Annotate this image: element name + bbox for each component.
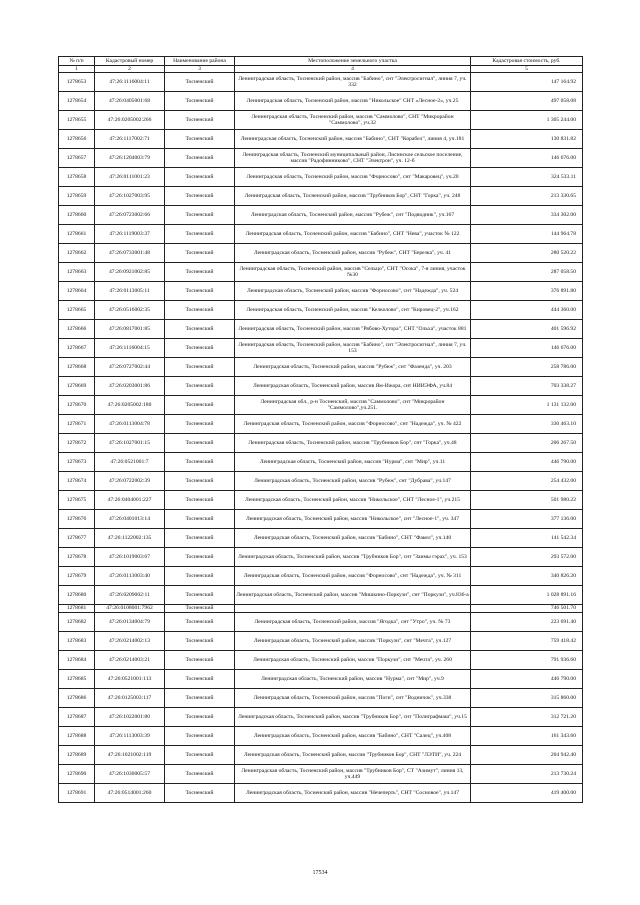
cadastral-value-cell: 444 360.00 xyxy=(471,301,583,320)
column-number-row xyxy=(59,66,583,73)
header-district: Наименование района xyxy=(165,57,235,66)
cadastral-number-cell: 47:26:1116004:15 xyxy=(95,339,165,358)
column-number: 1 xyxy=(59,66,95,73)
cadastral-number-cell: 47:26:0134004:79 xyxy=(95,612,165,631)
district-cell: Тосненский xyxy=(165,707,235,726)
location-cell: Ленинградская область, Тосненский район, массив "Форносово", снт "Надежда", уч. № 311 xyxy=(235,567,471,586)
district-cell: Тосненский xyxy=(165,415,235,434)
row-index-cell: 1278665 xyxy=(59,301,95,320)
district-cell: Тосненский xyxy=(165,206,235,225)
cadastral-number-cell: 47:26:1204003:79 xyxy=(95,149,165,168)
cadastral-value-cell: 446 790.00 xyxy=(471,453,583,472)
district-cell: Тосненский xyxy=(165,586,235,605)
table-row xyxy=(59,605,583,613)
document-page xyxy=(58,56,582,803)
district-cell: Тосненский xyxy=(165,282,235,301)
row-index-cell: 1278670 xyxy=(59,396,95,415)
cadastral-value-cell: 746 501.70 xyxy=(471,605,583,613)
cadastral-value-cell: 1 028 891.16 xyxy=(471,586,583,605)
cadastral-value-cell: 419 400.00 xyxy=(471,783,583,802)
row-index-cell: 1278660 xyxy=(59,206,95,225)
cadastral-value-cell: 213 330.65 xyxy=(471,187,583,206)
row-index-cell: 1278667 xyxy=(59,339,95,358)
row-index-cell: 1278679 xyxy=(59,567,95,586)
cadastral-number-cell: 47:26:0205002:266 xyxy=(95,111,165,130)
row-index-cell: 1278657 xyxy=(59,149,95,168)
cadastral-value-cell: 791 936.60 xyxy=(471,650,583,669)
district-cell: Тосненский xyxy=(165,605,235,613)
district-cell: Тосненский xyxy=(165,669,235,688)
cadastral-value-cell: 330 463.10 xyxy=(471,415,583,434)
cadastral-value-cell: 315 860.00 xyxy=(471,688,583,707)
cadastral-value-cell: 258 786.00 xyxy=(471,358,583,377)
district-cell: Тосненский xyxy=(165,567,235,586)
row-index-cell: 1278687 xyxy=(59,707,95,726)
cadastral-value-cell: 324 533.11 xyxy=(471,168,583,187)
district-cell: Тосненский xyxy=(165,688,235,707)
location-cell: Ленинградская область, Тосненский район, массив "Бабино", СНТ "Нева", участок № 122 xyxy=(235,225,471,244)
location-cell: Ленинградская обл., р-н Тосненский, массив "Саммолово", снт "Микрорайон "Саммолово",уч.251. xyxy=(235,396,471,415)
district-cell: Тосненский xyxy=(165,320,235,339)
location-cell: Ленинградская область, Тосненский район, массив "Поркузи", снт "Мечта", уч.127 xyxy=(235,631,471,650)
row-index-cell: 1278655 xyxy=(59,111,95,130)
cadastral-value-cell: 146 676.00 xyxy=(471,339,583,358)
cadastral-value-cell: 376 891.80 xyxy=(471,282,583,301)
table-row xyxy=(59,453,583,472)
cadastral-number-cell: 47:26:1122002:135 xyxy=(95,529,165,548)
district-cell: Тосненский xyxy=(165,491,235,510)
cadastral-value-cell: 254 432.00 xyxy=(471,472,583,491)
table-row xyxy=(59,472,583,491)
table-row xyxy=(59,149,583,168)
table-row xyxy=(59,669,583,688)
cadastral-number-cell: 47:26:0108001:7962 xyxy=(95,605,165,613)
district-cell: Тосненский xyxy=(165,187,235,206)
row-index-cell: 1278681 xyxy=(59,605,95,613)
cadastral-number-cell: 47:26:1019003:67 xyxy=(95,548,165,567)
row-index-cell: 1278664 xyxy=(59,282,95,301)
cadastral-value-cell: 223 691.40 xyxy=(471,612,583,631)
row-index-cell: 1278656 xyxy=(59,130,95,149)
table-row xyxy=(59,707,583,726)
location-cell: Ленинградская область, Тосненский район, массив "Форносово", снт "Надежда", уч. 524 xyxy=(235,282,471,301)
district-cell: Тосненский xyxy=(165,472,235,491)
cadastral-number-cell: 47:26:0723002:66 xyxy=(95,206,165,225)
cadastral-value-cell: 213 730.24 xyxy=(471,764,583,783)
location-cell: Ленинградская область, Тосненский район, массив "Бабино", СНТ "Факел", уч.140 xyxy=(235,529,471,548)
cadastral-number-cell: 47:26:0205002:180 xyxy=(95,396,165,415)
cadastral-number-cell: 47:26:0733001:48 xyxy=(95,244,165,263)
location-cell: Ленинградская область, Тосненский район, массив "Форносово", снт "Макаровец", уч.20 xyxy=(235,168,471,187)
column-number: 3 xyxy=(165,66,235,73)
table-row xyxy=(59,130,583,149)
cadastral-number-cell: 47:26:0817001:85 xyxy=(95,320,165,339)
cadastral-value-cell: 312 721.20 xyxy=(471,707,583,726)
cadastral-number-cell: 47:26:0214002:13 xyxy=(95,631,165,650)
row-index-cell: 1278668 xyxy=(59,358,95,377)
row-index-cell: 1278662 xyxy=(59,244,95,263)
district-cell: Тосненский xyxy=(165,244,235,263)
table-row xyxy=(59,320,583,339)
location-cell: Ленинградская область, Тосненский район, массив "Бабино", СНТ "Салец", уч.408 xyxy=(235,726,471,745)
district-cell: Тосненский xyxy=(165,453,235,472)
column-number: 5 xyxy=(471,66,583,73)
location-cell: Ленинградская область, Тосненский район, массив "Нурма", снт "Мир", уч.11 xyxy=(235,453,471,472)
table-row xyxy=(59,529,583,548)
header-location: Местоположение земельного участка xyxy=(235,57,471,66)
table-row xyxy=(59,396,583,415)
row-index-cell: 1278666 xyxy=(59,320,95,339)
district-cell: Тосненский xyxy=(165,73,235,92)
location-cell: Ленинградская область, Тосненский район, массив "Форносово", снт "Надежда", уч. № 422 xyxy=(235,415,471,434)
cadastral-number-cell: 47:26:0921002:85 xyxy=(95,263,165,282)
row-index-cell: 1278675 xyxy=(59,491,95,510)
district-cell: Тосненский xyxy=(165,434,235,453)
table-row xyxy=(59,631,583,650)
district-cell: Тосненский xyxy=(165,396,235,415)
cadastral-number-cell: 47:26:1116004:11 xyxy=(95,73,165,92)
table-row xyxy=(59,301,583,320)
cadastral-number-cell: 47:26:0404001:227 xyxy=(95,491,165,510)
table-row xyxy=(59,650,583,669)
location-cell: Ленинградская область, Тосненский район, массив "Трубников Бор", снт "Полиграфмаш", уч.15 xyxy=(235,707,471,726)
row-index-cell: 1278671 xyxy=(59,415,95,434)
row-index-cell: 1278658 xyxy=(59,168,95,187)
district-cell: Тосненский xyxy=(165,358,235,377)
row-index-cell: 1278663 xyxy=(59,263,95,282)
district-cell: Тосненский xyxy=(165,529,235,548)
cadastral-value-cell: 293 572.00 xyxy=(471,548,583,567)
cadastral-value-cell: 141 542.34 xyxy=(471,529,583,548)
row-index-cell: 1278691 xyxy=(59,783,95,802)
table-row xyxy=(59,187,583,206)
row-index-cell: 1278669 xyxy=(59,377,95,396)
cadastral-number-cell: 47:26:0113004:78 xyxy=(95,415,165,434)
row-index-cell: 1278680 xyxy=(59,586,95,605)
location-cell: Ленинградская область, Тосненский район, массив "Рубеж", снт "Подводник", уч.167 xyxy=(235,206,471,225)
district-cell: Тосненский xyxy=(165,377,235,396)
table-row xyxy=(59,206,583,225)
district-cell: Тосненский xyxy=(165,745,235,764)
district-cell: Тосненский xyxy=(165,339,235,358)
location-cell: Ленинградская область, Тосненский район, массив "Трубников Бор", СТ "Азимут", линия 13, уч.449 xyxy=(235,764,471,783)
location-cell: Ленинградская область, Тосненский район, массив "Поркузи", снт "Мечта", уч. 260 xyxy=(235,650,471,669)
cadastral-value-cell: 280 520.22 xyxy=(471,244,583,263)
location-cell: Ленинградская область, Тосненский район, массив "Ягодка", снт "Утро", уч. № 73 xyxy=(235,612,471,631)
cadastral-number-cell: 47:26:0111001:23 xyxy=(95,168,165,187)
cadastral-value-cell: 206 267.50 xyxy=(471,434,583,453)
cadastral-value-cell: 147 164.92 xyxy=(471,73,583,92)
cadastral-value-cell: 340 826.20 xyxy=(471,567,583,586)
row-index-cell: 1278674 xyxy=(59,472,95,491)
header-cadastral-number: Кадастровый номер xyxy=(95,57,165,66)
cadastral-number-cell: 47:26:1113003:39 xyxy=(95,726,165,745)
cadastral-value-cell: 334 302.00 xyxy=(471,206,583,225)
cadastral-number-cell: 47:26:0209002:11 xyxy=(95,586,165,605)
cadastral-number-cell: 47:26:1027001:15 xyxy=(95,434,165,453)
cadastral-value-table xyxy=(58,56,583,803)
location-cell: Ленинградская область, Тосненский район, массив "Рябово-Хутора", СНТ "Ольха", участок 881 xyxy=(235,320,471,339)
table-row xyxy=(59,415,583,434)
row-index-cell: 1278686 xyxy=(59,688,95,707)
location-cell: Ленинградская область, Тосненский район, массив "Бабино", СНТ "Корабел", линия 4, уч.181 xyxy=(235,130,471,149)
location-cell: Ленинградская область, Тосненский район, массив "Трубников Бор", снт "Горка", уч.48 xyxy=(235,434,471,453)
cadastral-value-cell: 144 964.78 xyxy=(471,225,583,244)
table-row xyxy=(59,111,583,130)
cadastral-value-cell: 446 790.00 xyxy=(471,669,583,688)
district-cell: Тосненский xyxy=(165,631,235,650)
location-cell: Ленинградская область, Тосненский район, массив "Бабино", снт "Электросигнал", линия 7, уч. 332 xyxy=(235,73,471,92)
cadastral-value-cell: 287 058.50 xyxy=(471,263,583,282)
location-cell: Ленинградская область, Тосненский район, массив "Никольское", СНТ "Лесное-1", уч.215 xyxy=(235,491,471,510)
location-cell: Ленинградская область, Тосненский район, массив "Нечеперть", СНТ "Сосновое", уч.147 xyxy=(235,783,471,802)
location-cell xyxy=(235,605,471,613)
table-row xyxy=(59,339,583,358)
cadastral-value-cell: 497 058.08 xyxy=(471,92,583,111)
cadastral-value-cell: 703 338.27 xyxy=(471,377,583,396)
cadastral-number-cell: 47:26:0521001:7 xyxy=(95,453,165,472)
cadastral-number-cell: 47:26:1022001:80 xyxy=(95,707,165,726)
row-index-cell: 1278678 xyxy=(59,548,95,567)
location-cell: Ленинградская область, Тосненский район, массив Ям-Ижора, снт НИИЭФА, уч.84 xyxy=(235,377,471,396)
table-body xyxy=(59,73,583,803)
cadastral-number-cell: 47:26:1117002:71 xyxy=(95,130,165,149)
cadastral-value-cell: 161 343.60 xyxy=(471,726,583,745)
cadastral-value-cell: 501 980.22 xyxy=(471,491,583,510)
row-index-cell: 1278688 xyxy=(59,726,95,745)
district-cell: Тосненский xyxy=(165,650,235,669)
location-cell: Ленинградская область, Тосненский район, массив "Никольское" СНТ «Лесное-2», уч.25 xyxy=(235,92,471,111)
table-row xyxy=(59,491,583,510)
location-cell: Ленинградская область, Тосненский район, массив "Саммолово", СНТ "Микрорайон "Саммолово", уч.32 xyxy=(235,111,471,130)
header-cadastral-value: Кадастровая стоимость, руб. xyxy=(471,57,583,66)
cadastral-number-cell: 47:26:0514001:260 xyxy=(95,783,165,802)
row-index-cell: 1278684 xyxy=(59,650,95,669)
table-row xyxy=(59,745,583,764)
district-cell: Тосненский xyxy=(165,111,235,130)
cadastral-number-cell: 47:26:0516002:35 xyxy=(95,301,165,320)
cadastral-number-cell: 47:26:1027003:95 xyxy=(95,187,165,206)
row-index-cell: 1278676 xyxy=(59,510,95,529)
cadastral-value-cell: 1 305 244.00 xyxy=(471,111,583,130)
cadastral-number-cell: 47:26:1030005:57 xyxy=(95,764,165,783)
district-cell: Тосненский xyxy=(165,168,235,187)
cadastral-number-cell: 47:26:1021002:119 xyxy=(95,745,165,764)
cadastral-number-cell: 47:26:0722002:39 xyxy=(95,472,165,491)
table-row xyxy=(59,783,583,802)
location-cell: Ленинградская область, Тосненский район, массив "Нурма", снт "Мир", уч.9 xyxy=(235,669,471,688)
cadastral-number-cell: 47:26:0405001:68 xyxy=(95,92,165,111)
location-cell: Ленинградская область, Тосненский район, массив "Трубников Бор", снт "Заимы гэрах", уч. 153 xyxy=(235,548,471,567)
table-row xyxy=(59,263,583,282)
district-cell: Тосненский xyxy=(165,92,235,111)
location-cell: Ленинградская область, Тосненский район, массив "Никольское", снт "Лесное-1", уч. 347 xyxy=(235,510,471,529)
cadastral-value-cell: 1 131 132.00 xyxy=(471,396,583,415)
cadastral-value-cell: 759 418.42 xyxy=(471,631,583,650)
cadastral-value-cell: 377 136.00 xyxy=(471,510,583,529)
cadastral-number-cell: 47:26:0521001:113 xyxy=(95,669,165,688)
row-index-cell: 1278659 xyxy=(59,187,95,206)
district-cell: Тосненский xyxy=(165,783,235,802)
location-cell: Ленинградская область, Тосненский район, массив "Трубников Бор", СНТ "Горка", уч. 248 xyxy=(235,187,471,206)
district-cell: Тосненский xyxy=(165,510,235,529)
district-cell: Тосненский xyxy=(165,225,235,244)
table-row xyxy=(59,688,583,707)
row-index-cell: 1278682 xyxy=(59,612,95,631)
table-row xyxy=(59,726,583,745)
table-row xyxy=(59,586,583,605)
row-index-cell: 1278654 xyxy=(59,92,95,111)
table-row xyxy=(59,168,583,187)
location-cell: Ленинградская область, Тосненский район, массив "Рубеж", СНТ "Березка", уч. 41 xyxy=(235,244,471,263)
location-cell: Ленинградская область, Тосненский район, массив "Сельцо", СНТ "Осока", 7-я линия, участок №30 xyxy=(235,263,471,282)
district-cell: Тосненский xyxy=(165,301,235,320)
table-row xyxy=(59,548,583,567)
row-index-cell: 1278685 xyxy=(59,669,95,688)
location-cell: Ленинградская область, Тосненский район, массив "Поги", снт "Водничок", уч.338 xyxy=(235,688,471,707)
row-index-cell: 1278690 xyxy=(59,764,95,783)
header-index: № п/п xyxy=(59,57,95,66)
table-row xyxy=(59,244,583,263)
district-cell: Тосненский xyxy=(165,548,235,567)
cadastral-value-cell: 130 831.82 xyxy=(471,130,583,149)
district-cell: Тосненский xyxy=(165,764,235,783)
row-index-cell: 1278653 xyxy=(59,73,95,92)
table-row xyxy=(59,434,583,453)
table-row xyxy=(59,612,583,631)
column-number: 4 xyxy=(235,66,471,73)
cadastral-number-cell: 47:26:1119003:37 xyxy=(95,225,165,244)
district-cell: Тосненский xyxy=(165,726,235,745)
cadastral-number-cell: 47:26:0401013:14 xyxy=(95,510,165,529)
cadastral-value-cell: 146 676.00 xyxy=(471,149,583,168)
table-row xyxy=(59,225,583,244)
row-index-cell: 1278683 xyxy=(59,631,95,650)
cadastral-number-cell: 47:26:0214003:21 xyxy=(95,650,165,669)
page-number: 17534 xyxy=(312,870,328,876)
row-index-cell: 1278672 xyxy=(59,434,95,453)
cadastral-number-cell: 47:26:0113003:40 xyxy=(95,567,165,586)
cadastral-number-cell: 47:26:0203001:86 xyxy=(95,377,165,396)
row-index-cell: 1278661 xyxy=(59,225,95,244)
row-index-cell: 1278689 xyxy=(59,745,95,764)
location-cell: Ленинградская область, Тосненский район, массив "Рубеж", снт "Фазенда", уч. 203 xyxy=(235,358,471,377)
cadastral-value-cell: 401 596.92 xyxy=(471,320,583,339)
district-cell: Тосненский xyxy=(165,149,235,168)
table-row xyxy=(59,73,583,92)
row-index-cell: 1278673 xyxy=(59,453,95,472)
cadastral-number-cell: 47:26:0125003:117 xyxy=(95,688,165,707)
district-cell: Тосненский xyxy=(165,130,235,149)
cadastral-value-cell: 204 942.40 xyxy=(471,745,583,764)
table-header-row xyxy=(59,57,583,66)
location-cell: Ленинградская область, Тосненский район, массив "Бабино", снт "Электросигнал", линия 7, уч. 153 xyxy=(235,339,471,358)
table-row xyxy=(59,510,583,529)
location-cell: Ленинградская область, Тосненский район, массив "Мишкино-Поркузи", снт "Поркузи", уч.836-а xyxy=(235,586,471,605)
cadastral-number-cell: 47:26:0113005:11 xyxy=(95,282,165,301)
row-index-cell: 1278677 xyxy=(59,529,95,548)
table-row xyxy=(59,567,583,586)
table-row xyxy=(59,92,583,111)
table-row xyxy=(59,282,583,301)
location-cell: Ленинградская область, Тосненский район, массив "Трубников Бор", СНТ "ЛЭТИ", уч. 224 xyxy=(235,745,471,764)
location-cell: Ленинградская область, Тосненский район, массив "Келколово", снт "Кировец-2", уч.162 xyxy=(235,301,471,320)
location-cell: Ленинградская область, Тосненский район, массив "Рубеж", снт "Дубрава", уч.147 xyxy=(235,472,471,491)
cadastral-number-cell: 47:26:0727002:44 xyxy=(95,358,165,377)
table-row xyxy=(59,358,583,377)
table-row xyxy=(59,764,583,783)
location-cell: Ленинградская область, Тосненский муниципальный район, Лисинское сельское поселение, массив "Радофинниково", СНТ "Электрон", уч. 12-б xyxy=(235,149,471,168)
district-cell: Тосненский xyxy=(165,263,235,282)
column-number: 2 xyxy=(95,66,165,73)
district-cell: Тосненский xyxy=(165,612,235,631)
table-row xyxy=(59,377,583,396)
